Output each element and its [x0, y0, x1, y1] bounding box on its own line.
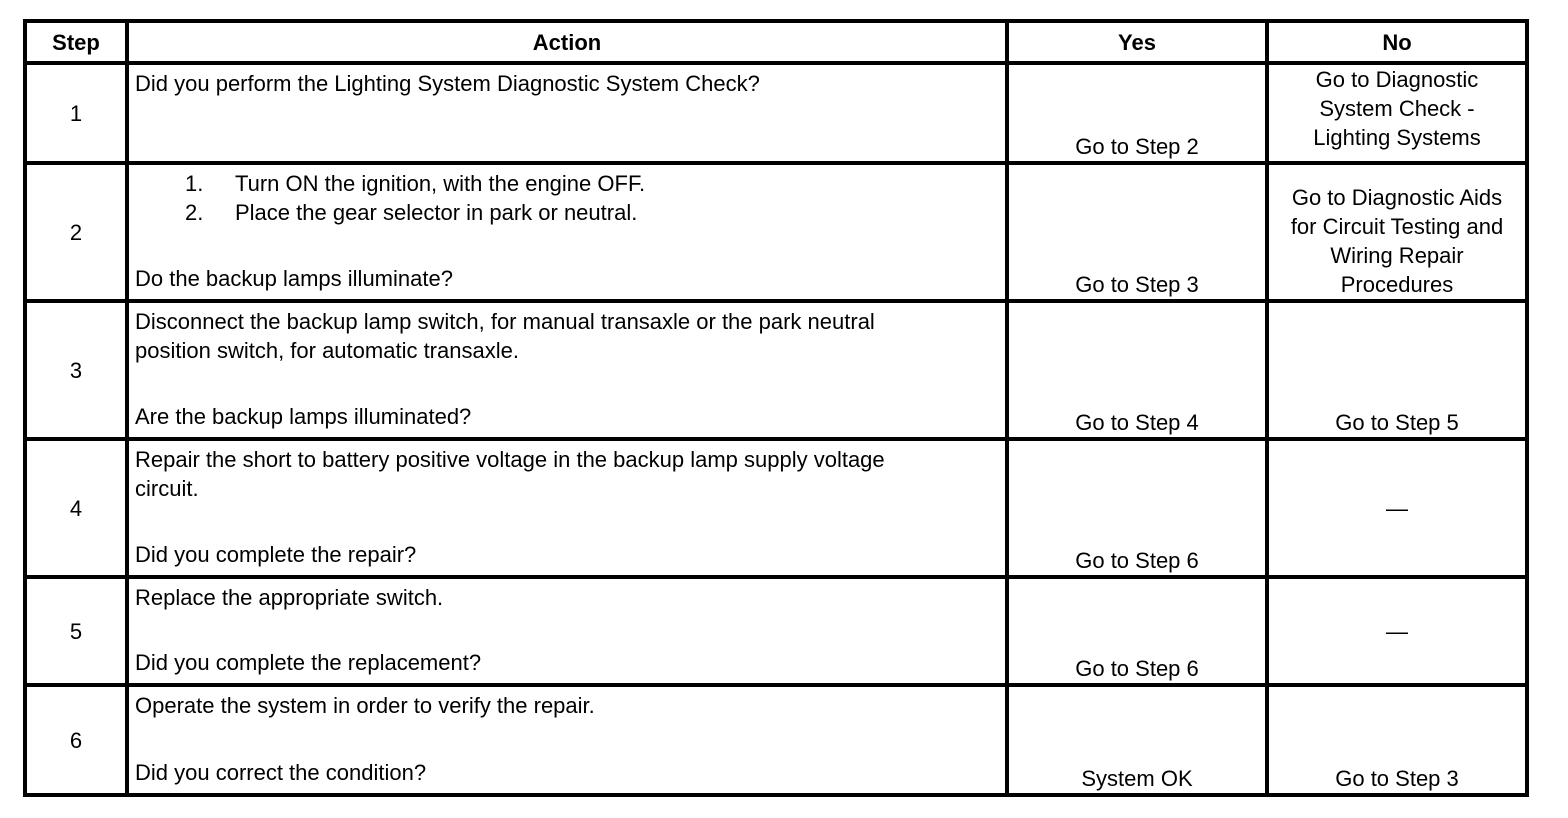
no-line: Go to Diagnostic Aids: [1291, 185, 1503, 210]
action-text: [135, 307, 997, 365]
action-text: [135, 583, 997, 612]
action-text: [135, 691, 997, 720]
no-cell: —: [1267, 577, 1527, 685]
list-item: [185, 169, 997, 198]
sub-step-text: Place the gear selector in park or neutral.: [235, 200, 638, 225]
action-question: Did you complete the replacement?: [135, 650, 482, 675]
table-row: [25, 301, 1527, 439]
header-no: No: [1267, 21, 1527, 63]
list-item: [185, 198, 997, 227]
table-row: [25, 577, 1527, 685]
sub-step-list: [135, 169, 997, 227]
step-number: 6: [25, 685, 127, 795]
header-yes: Yes: [1007, 21, 1267, 63]
action-line: Operate the system in order to verify the repair.: [135, 693, 595, 718]
sub-step-number: 2.: [185, 200, 204, 225]
action-text: [135, 445, 997, 503]
step-number: 5: [25, 577, 127, 685]
header-action: Action: [127, 21, 1007, 63]
header-step: Step: [25, 21, 127, 63]
action-line: position switch, for automatic transaxle.: [135, 338, 519, 363]
action-question: Are the backup lamps illuminated?: [135, 404, 472, 429]
table-row: [25, 439, 1527, 577]
step-number: 4: [25, 439, 127, 577]
header-row: [25, 21, 1527, 63]
table-row: [25, 163, 1527, 301]
yes-cell: Go to Step 6: [1007, 439, 1267, 577]
action-question: Did you correct the condition?: [135, 760, 427, 785]
action-cell: [127, 439, 1007, 577]
action-cell: [127, 163, 1007, 301]
no-line: System Check -: [1319, 96, 1475, 121]
action-cell: [127, 301, 1007, 439]
yes-cell: Go to Step 4: [1007, 301, 1267, 439]
no-cell: —: [1267, 439, 1527, 577]
diagnostic-table: [23, 19, 1529, 797]
no-line: Wiring Repair: [1330, 243, 1464, 268]
no-cell: [1267, 163, 1527, 301]
step-number: 2: [25, 163, 127, 301]
action-question: Did you complete the repair?: [135, 542, 417, 567]
action-cell: [127, 685, 1007, 795]
no-line: Lighting Systems: [1313, 125, 1481, 150]
step-number: 3: [25, 301, 127, 439]
yes-cell: Go to Step 3: [1007, 163, 1267, 301]
no-cell: [1267, 63, 1527, 163]
sub-step-number: 1.: [185, 171, 204, 196]
step-number: 1: [25, 63, 127, 163]
table-row: [25, 685, 1527, 795]
no-cell: Go to Step 5: [1267, 301, 1527, 439]
action-line: Disconnect the backup lamp switch, for manual transaxle or the park neutral: [135, 309, 875, 334]
action-cell: [127, 63, 1007, 163]
action-cell: [127, 577, 1007, 685]
action-text: Did you perform the Lighting System Diagnostic System Check?: [135, 71, 760, 96]
yes-cell: System OK: [1007, 685, 1267, 795]
action-line: Repair the short to battery positive voltage in the backup lamp supply voltage: [135, 447, 885, 472]
action-line: Replace the appropriate switch.: [135, 585, 444, 610]
table-row: [25, 63, 1527, 163]
action-line: circuit.: [135, 476, 199, 501]
yes-cell: Go to Step 2: [1007, 63, 1267, 163]
no-cell: Go to Step 3: [1267, 685, 1527, 795]
yes-cell: Go to Step 6: [1007, 577, 1267, 685]
sub-step-text: Turn ON the ignition, with the engine OFF.: [235, 171, 646, 196]
no-line: for Circuit Testing and: [1290, 214, 1504, 239]
no-line: Go to Diagnostic: [1315, 67, 1479, 92]
action-question: Do the backup lamps illuminate?: [135, 266, 453, 291]
no-line: Procedures: [1340, 272, 1454, 297]
